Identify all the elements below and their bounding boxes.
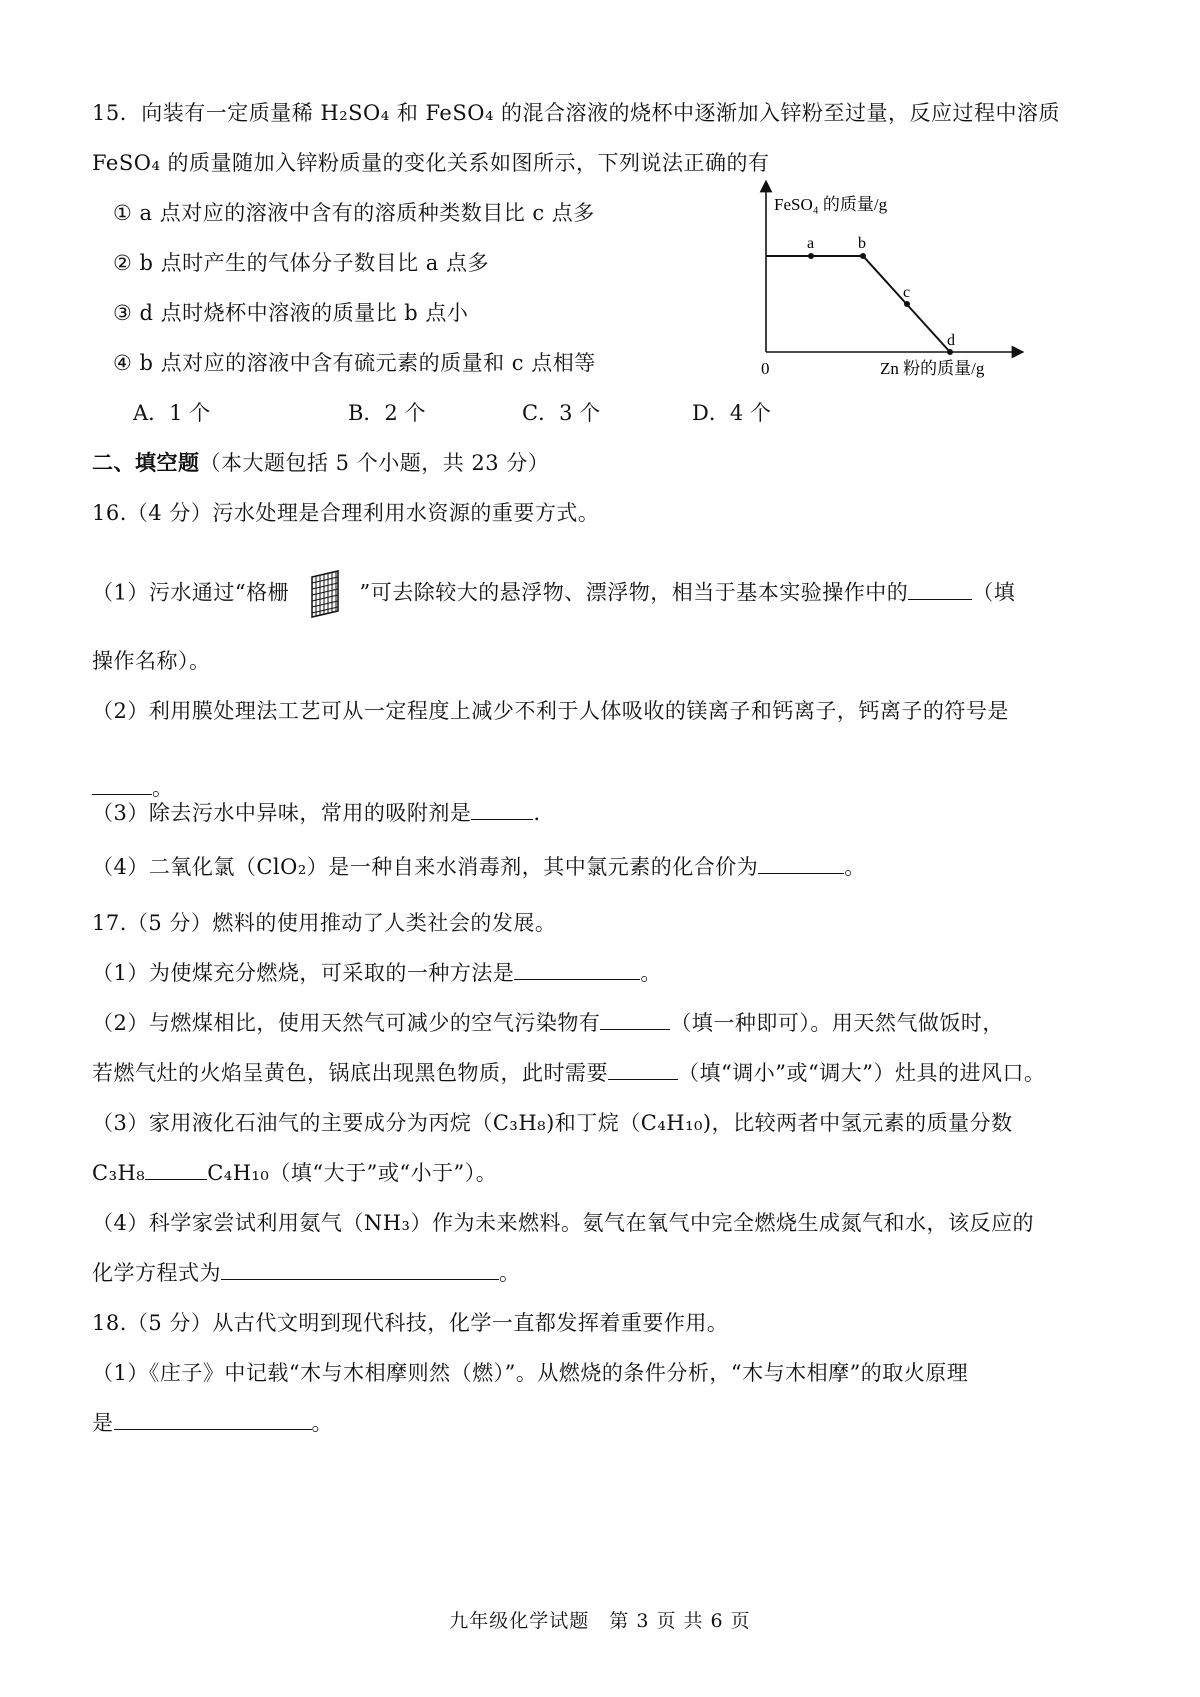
q17-p2-text-b: （填一种即可）。用天然气做饭时， [670,1011,1004,1035]
q17-p4-text-b: 化学方程式为 [92,1261,221,1285]
graph-y-label: FeSO₄ 的质量/g [774,195,888,214]
q17-p2-blank2[interactable] [608,1061,678,1080]
q16-p2-text-b: 。 [152,776,174,800]
graph-origin: 0 [761,359,770,378]
q16-part1 [92,569,1015,619]
graph-curve [766,256,950,352]
q18-p1-text-c: 。 [311,1411,333,1435]
q18-part1: （1）《庄子》中记载“木与木相摩则然（燃）”。从燃烧的条件分析，“木与木相摩”的取火原理 [92,1361,969,1385]
q18-p1-text-b: 是 [92,1411,114,1435]
q15-statement-1: ① a 点对应的溶液中含有的溶质种类数目比 c 点多 [113,201,595,225]
q16-p3-blank[interactable] [471,801,533,820]
graph-point-c [904,301,910,307]
q17-p1-text-b: 。 [640,961,662,985]
page-footer: 九年级化学试题 第 3 页 共 6 页 [449,1610,751,1632]
q16-p4-blank[interactable] [758,855,844,874]
q17-part3: （3）家用液化石油气的主要成分为丙烷（C₃H₈)和丁烷（C₄H₁₀)，比较两者中氢元素的质量分数 [92,1111,1013,1135]
q17-p2-text-a: （2）与燃煤相比，使用天然气可减少的空气污染物有 [92,1011,601,1035]
section2-heading [92,447,549,477]
graph-point-a [808,253,814,259]
q15-line2: FeSO₄ 的质量随加入锌粉质量的变化关系如图所示，下列说法正确的有 [92,151,770,175]
q16-p3-text-a: （3）除去污水中异味，常用的吸附剂是 [92,801,472,825]
q17-p3-text-b: C₃H₈ [92,1161,146,1185]
graph-label-d: d [947,332,955,349]
q17-p4-text-c: 。 [499,1261,521,1285]
section2-desc: （本大题包括 5 个小题，共 23 分） [199,451,550,475]
q17-p3-blank[interactable] [145,1161,207,1180]
q16-part1-cont: 操作名称）。 [92,649,211,673]
q15-statement-4: ④ b 点对应的溶液中含有硫元素的质量和 c 点相等 [113,351,596,375]
q17-part3-cont [92,1157,497,1187]
q15-option-d: D．4 个 [692,401,771,425]
graph-label-b: b [858,235,866,252]
q15-option-b: B．2 个 [348,401,426,425]
q16-part2: （2）利用膜处理法工艺可从一定程度上减少不利于人体吸收的镁离子和钙离子，钙离子的符号是 [92,699,1009,723]
q18-p1-blank[interactable] [114,1411,312,1430]
q16-p2-blank[interactable] [92,776,152,795]
q17-part4-cont [92,1257,521,1287]
q16-p1-text-c: （填 [972,580,1016,605]
q16-p3-text-b: . [533,801,541,825]
graph-label-a: a [807,235,815,252]
q17-p1-text-a: （1）为使煤充分燃烧，可采取的一种方法是 [92,961,515,985]
graph-point-b [860,253,866,259]
q17-part2 [92,1007,1004,1037]
q17-p2-blank1[interactable] [600,1011,670,1030]
q15-option-c: C．3 个 [522,401,601,425]
q17-p4-blank[interactable] [221,1261,499,1280]
q16-part3 [92,797,541,827]
grate-icon [304,569,344,619]
graph-point-d [947,349,953,355]
q17-part4: （4）科学家尝试利用氨气（NH₃）作为未来燃料。氨气在氧气中完全燃烧生成氮气和水，该反应的 [92,1211,1034,1235]
q15-option-a: A．1 个 [133,401,211,425]
q18-part1-cont [92,1407,333,1437]
q15-graph [740,178,1030,388]
graph-label-c: c [903,284,911,301]
q17-p3-text-c: C₄H₁₀（填“大于”或“小于”）。 [207,1161,498,1185]
q17-part2-cont [92,1057,1045,1087]
q15-line1: 15．向装有一定质量稀 H₂SO₄ 和 FeSO₄ 的混合溶液的烧杯中逐渐加入锌粉至过量，反应过程中溶质 [92,101,1061,125]
q16-p1-blank[interactable] [908,581,972,600]
q15-statement-2: ② b 点时产生的气体分子数目比 a 点多 [113,251,489,275]
q16-p1-text-b: ”可去除较大的悬浮物、漂浮物，相当于基本实验操作中的 [359,580,909,605]
q16-part4 [92,851,866,881]
q16-head: 16.（4 分）污水处理是合理利用水资源的重要方式。 [92,501,600,525]
q17-p1-blank[interactable] [514,961,640,980]
q16-p1-text-a: （1）污水通过“格栅 [92,580,290,605]
section2-title: 二、填空题 [92,451,200,475]
q16-p4-text-a: （4）二氧化氯（ClO₂）是一种自来水消毒剂，其中氯元素的化合价为 [92,855,759,879]
q17-head: 17.（5 分）燃料的使用推动了人类社会的发展。 [92,911,557,935]
q17-part1 [92,957,662,987]
q17-p2-text-c: 若燃气灶的火焰呈黄色，锅底出现黑色物质，此时需要 [92,1061,608,1085]
q17-p2-text-d: （填“调小”或“调大”）灶具的进风口。 [678,1061,1046,1085]
q18-head: 18.（5 分）从古代文明到现代科技，化学一直都发挥着重要作用。 [92,1311,729,1335]
q16-p4-text-b: 。 [844,855,866,879]
graph-x-label: Zn 粉的质量/g [880,359,985,378]
q15-statement-3: ③ d 点时烧杯中溶液的质量比 b 点小 [113,301,469,325]
